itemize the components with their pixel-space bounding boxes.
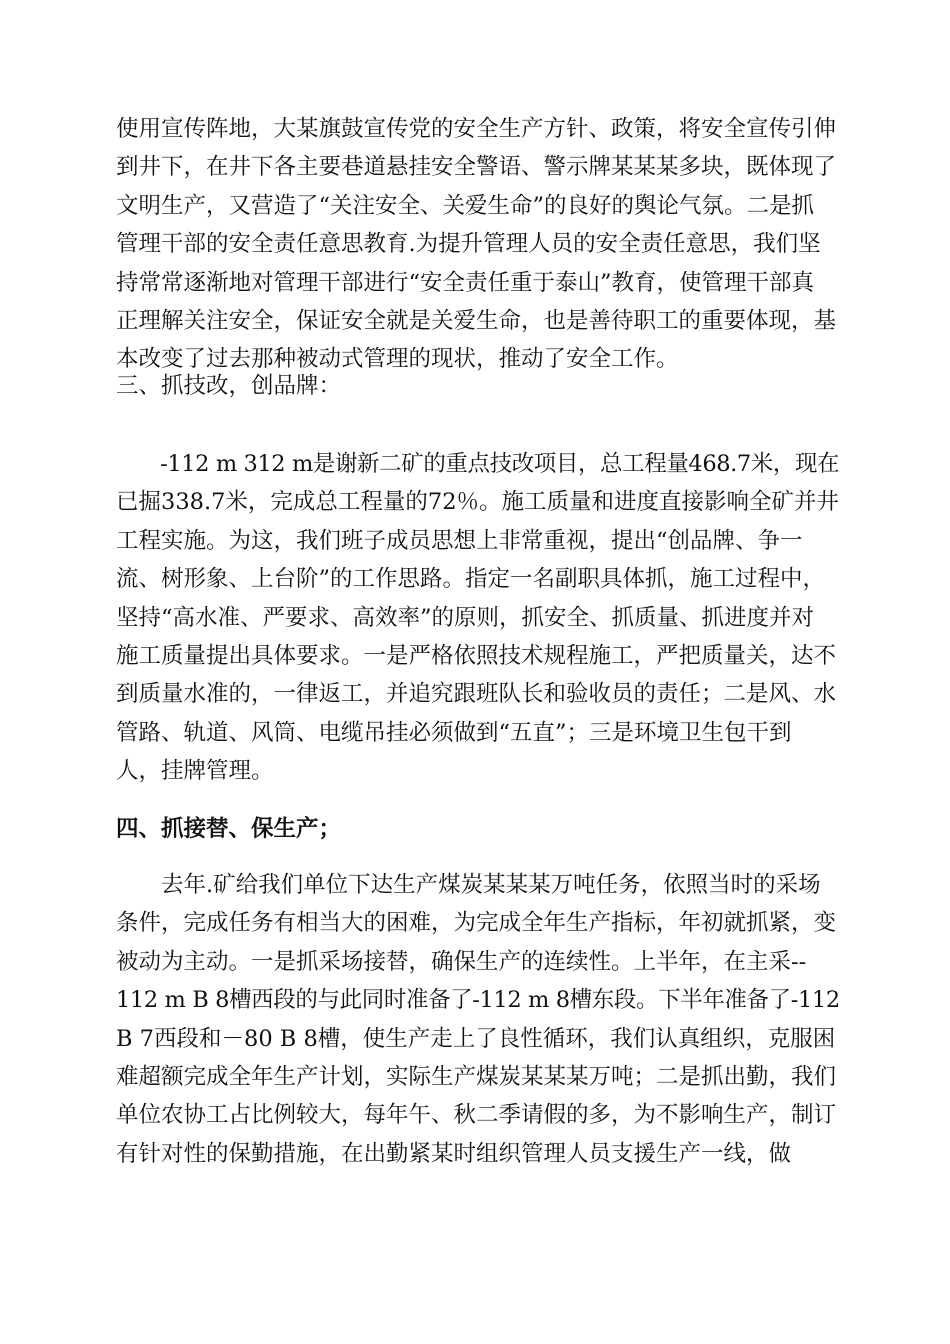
paragraph-line: 管理干部的安全责任意思教育.为提升管理人员的安全责任意思，我们坚	[116, 231, 821, 258]
paragraph-line: B 7西段和－80 B 8槽，使生产走上了良性循环，我们认真组织，克服困	[116, 1025, 836, 1052]
paragraph-line: -112 m 312 m是谢新二矿的重点技改项目，总工程量468.7米，现在	[116, 451, 840, 477]
section-heading-3: 三、抓技改，创品牌：	[116, 373, 342, 399]
paragraph-line: 难超额完成全年生产计划，实际生产煤炭某某某万吨；二是抓出勤，我们	[116, 1063, 837, 1090]
section-heading-4: 四、抓接替、保生产；	[116, 816, 342, 842]
paragraph-line: 被动为主动。一是抓采场接替，确保生产的连续性。上半年，在主采--	[116, 948, 807, 975]
paragraph-line: 本改变了过去那种被动式管理的现状，推动了安全工作。	[116, 346, 679, 373]
paragraph-line: 单位农协工占比例较大，每年午、秋二季请假的多，为不影响生产，制订	[116, 1102, 837, 1129]
paragraph-line: 人，挂牌管理。	[116, 758, 274, 785]
paragraph-line: 管路、轨道、风筒、电缆吊挂必须做到“五直”；三是环境卫生包干到	[116, 719, 792, 746]
paragraph-safety-education	[116, 110, 840, 379]
paragraph-line: 112 m B 8槽西段的与此同时准备了-112 m 8槽东段。下半年准备了-112	[116, 987, 840, 1014]
paragraph-production	[116, 866, 840, 1173]
paragraph-line: 坚持“高水准、严要求、高效率”的原则，抓安全、抓质量、抓进度并对	[116, 604, 815, 631]
paragraph-line: 已掘338.7米，完成总工程量的72％。施工质量和进度直接影响全矿并井	[116, 489, 840, 516]
paragraph-line: 文明生产，又营造了“关注安全、关爱生命”的良好的舆论气氛。二是抓	[116, 192, 815, 219]
paragraph-line: 有针对性的保勤措施，在出勤紧某时组织管理人员支援生产一线，做	[116, 1140, 792, 1167]
paragraph-tech-reform	[116, 445, 840, 791]
paragraph-line: 施工质量提出具体要求。一是严格依照技术规程施工，严把质量关，达不	[116, 642, 837, 669]
paragraph-line: 条件，完成任务有相当大的困难，为完成全年生产指标，年初就抓紧，变	[116, 910, 837, 937]
paragraph-line: 到质量水准的，一律返工，并追究跟班队长和验收员的责任；二是风、水	[116, 681, 837, 708]
paragraph-line: 使用宣传阵地，大某旗鼓宣传党的安全生产方针、政策，将安全宣传引伸	[116, 116, 837, 142]
paragraph-line: 正理解关注安全，保证安全就是关爱生命，也是善待职工的重要体现，基	[116, 307, 837, 334]
paragraph-line: 去年.矿给我们单位下达生产煤炭某某某万吨任务，依照当时的采场	[116, 872, 821, 898]
paragraph-line: 工程实施。为这，我们班子成员思想上非常重视，提出“创品牌、争一	[116, 527, 803, 554]
paragraph-line: 流、树形象、上台阶”的工作思路。指定一名副职具体抓，施工过程中，	[116, 566, 826, 593]
paragraph-line: 持常常逐渐地对管理干部进行“安全责任重于泰山”教育，使管理干部真	[116, 269, 815, 296]
paragraph-line: 到井下，在井下各主要巷道悬挂安全警语、警示牌某某某多块，既体现了	[116, 154, 837, 181]
